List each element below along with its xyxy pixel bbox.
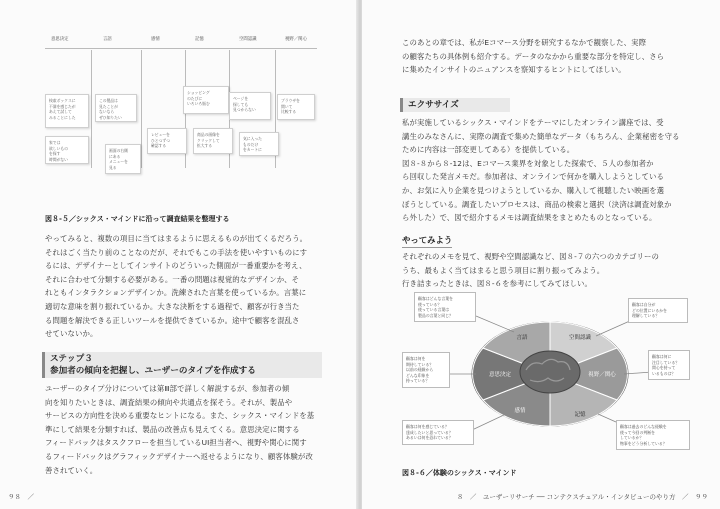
left-page [0,0,358,509]
try-heading: やってみよう [402,234,452,248]
segment-label: 空間認識 [568,335,592,341]
exercise-paragraph: 私が実施しているシックス・マインドをテーマにしたオンライン講座では、受 講生のみなさんに、実際の調査で集めた簡単なデータ（もちろん、企業秘密を守る ために内容は一部変更してある）を提供している。 図８-８から８-12は、Eコマース業界を対象とした探索で、５人の参加者か ら回収した発言メモだ。参加者は、オンラインで何かを購入しようとしている か、お気に入り企業を見つけようとしているか、購入して視聴したい映画を選 ぼうとしている。調査したいプロセスは、商品の検索と選択（決済は調査対象か ら外した）で、図で紹介するメモは調査結果をまとめたものとなっている。 [402,118,680,223]
sticky-note: 画面の右側 にある メニューを 見る [105,144,141,174]
sticky-note: ページを 探しても 見つからない [229,92,271,120]
callout-arrow [472,414,506,430]
column-header: 意思決定 [51,37,69,42]
sticky-note: 家では 欲しいもの を探す 時間がない [45,136,89,164]
exercise-heading: エクササイズ [400,98,510,112]
figure-caption: 図８-５／シックス・マインドに沿って調査結果を整理する [45,215,230,223]
try-paragraph: それぞれのメモを見て、視野や空間認識など、図８-７の六つのカテゴリーの うち、最もよく当てはまると思う項目に割り振ってみよう。 行き詰まったときは、図８-６を参考にしてみてほしい。 [402,252,660,289]
body-paragraph: やってみると、複数の項目に当てはまるように思えるものが出てくるだろう。 それはごく当たり前のことなのだが、それでもこの手法を使いやすいものにす るには、デザイナーとしてインサイトのどういった側面が一番重要かを考え、 それに合わせて分類する必要がある。一番の問題は視覚的なデザインか、そ れともインタラクションデザインか。洗練された言葉を使っているか。言葉に 適切な意味を割り振れているか。大きな決断をする過程で、顧客が行き当た る問題を解決できる正しいツールを提供できているか。途中で顧客を混乱さ せていないか。 [45,234,308,339]
column-header: 感情 [151,37,160,42]
callout-attention: 顧客は何に 注目している？ 関心を持って いるものは？ [648,350,690,380]
sticky-note: 商品の画像を クリックして 拡大する [193,128,233,154]
callout-emotion: 顧客は何を感じている？ 達成したいと思っている？ あるいは何を恐れている？ [402,420,474,445]
page-number-right: ８ ／ ユーザーリサーチ ── コンテクスチュアル・インタビューのやり方 ／ ９９ [456,493,708,501]
sticky-note: 検索ボックスに 不満を感じたが あえて試して みることにした [45,94,89,128]
page-number-left: ９８ ／ [8,493,34,501]
callout-arrow [476,316,514,332]
board-header-rule [45,48,317,49]
sticky-note: 気に入った ものだけ をカートに [239,132,279,156]
callout-spatial: 顧客は自分が どの位置にいるかを 理解している？ [628,298,688,323]
segment-label: 意思決定 [488,372,512,378]
sticky-note: ショッピング のたびに いろいろ悩む [183,86,229,114]
callout-language: 顧客はどんな言葉を 使っている？ 使っている言葉は 製品の言葉と同じ？ [414,292,476,322]
six-minds-diagram [402,292,692,462]
column-header: 視野／関心 [285,37,307,42]
segment-label: 言語 [516,335,528,341]
column-divider [91,50,92,168]
sticky-note: ブラウザを 開いて 比較する [277,94,315,120]
column-divider [141,50,142,168]
segment-label: 感情 [514,408,526,414]
sticky-note: この製品は 見たことが ないなら ぜひ知りたい [95,94,137,122]
intro-paragraph: このあとの章では、私がEコマース分野を研究するなかで観察した、実際 の顧客たちの具体例も紹介する。データのなかから重要な部分を特定し、さら に集めたインサイトのニュアンスを察知するヒントにしてほしい。 [402,38,665,75]
callout-decision: 顧客は何を 期待している？ 以前の経験から どんな印象を 持っている？ [402,352,450,388]
callout-arrow [596,320,632,336]
column-header: 言語 [103,37,112,42]
column-header: 空間認識 [239,37,257,42]
brain-icon [520,351,580,393]
body-paragraph: ユーザーのタイプ分けについては第Ⅲ部で詳しく解説するが、参加者の傾 向を知りたいときは、調査結果の傾向や共通点を探そう。それが、製品や サービスの方向性を決める重要なヒントになる。また、シックス・マインドを基 準にして結果を分類すれば、製品の改善点も見えてくる。意思決定に関する フィードバックはタスクフローを担当しているUI担当者へ、視野や関心に関す るフィードバックはグラフィックデザイナーへ返せるようになり、顧客体験が改 善されていく。 [45,384,315,475]
six-minds-board-figure [45,36,317,208]
callout-memory: 顧客は過去のどんな経験を 使って今回の判断を しているか？ 物事をどう分析している？ [616,420,690,450]
figure-caption: 図８-６／体験のシックス・マインド [402,469,517,477]
step-heading: ステップ３ 参加者の傾向を把握し、ユーザーのタイプを作成する [42,352,322,378]
segment-label: 記憶 [574,412,586,418]
sticky-note: レビューを ひとつずつ 確認する [147,128,187,154]
column-header: 記憶 [195,37,204,42]
segment-label: 視野／関心 [588,372,616,378]
right-page [362,0,720,509]
